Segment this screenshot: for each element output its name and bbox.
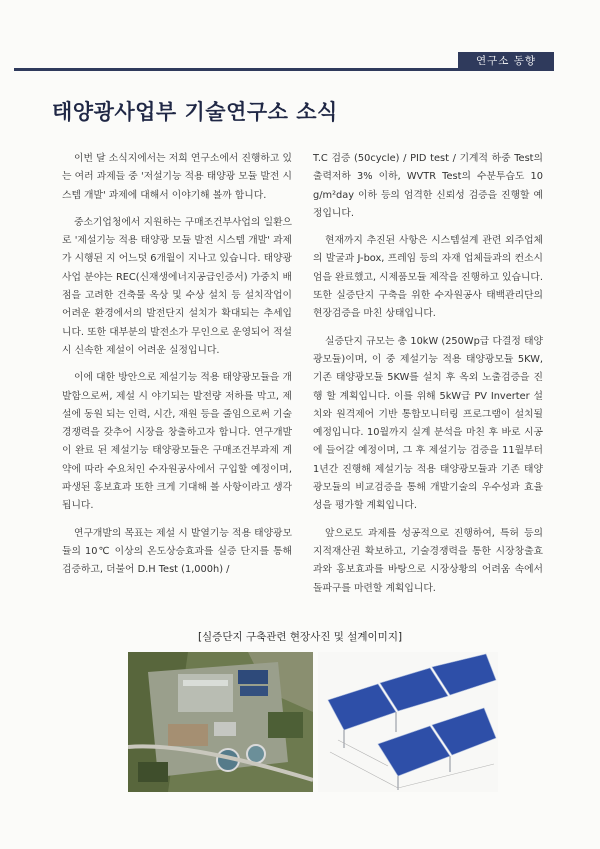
paragraph: 연구개발의 목표는 제설 시 발열기능 적용 태양광모듈의 10℃ 이상의 온도상승효과를 실증 단지를 통해 검증하고, 더불어 D.H Test (1,000h) / [62, 527, 292, 576]
paragraph: 이번 달 소식지에서는 저희 연구소에서 진행하고 있는 여러 과제들 중 '저설기능 적용 태양광 모듈 발전 시스템 개발' 과제에 대해서 이야기해 볼까 합니다. [62, 153, 292, 201]
aerial-site-photo [128, 652, 313, 792]
paragraph: T.C 검증 (50cycle) / PID test / 기계적 하중 Test의 출력저하 3% 이하, WVTR Test의 수분투습도 10 g/m²day 이하 등의 엄격한 신뢰성 검증을 진행할 예정입니다. [313, 153, 543, 219]
section-tab: 연구소 동향 [458, 52, 554, 71]
paragraph: 현재까지 추진된 사항은 시스템설계 관련 외주업체의 발굴과 J-box, 프레임 등의 자재 업체들과의 컨소시엄을 완료했고, 시제품모듈 제작을 진행하고 있습니다. 또한 실증단지 구축을 위한 수자원공사 태백관리단의 현장검증을 마친 상태입니다. [313, 235, 544, 320]
paragraph: 앞으로도 과제를 성공적으로 진행하여, 특허 등의 지적재산권 확보하고, 기술경쟁력을 통한 시장창출효과와 홍보효과를 바탕으로 시장상황의 어려움 속에서 돌파구를 마련할 계획입니다. [313, 527, 543, 594]
figure-caption: [실증단지 구축관련 현장사진 및 설계이미지] [197, 631, 403, 643]
header-rule [14, 68, 464, 71]
paragraph: 이에 대한 방안으로 제설기능 적용 태양광모듈을 개발함으로써, 제설 시 야기되는 발전량 저하를 막고, 제설에 동원 되는 인력, 시간, 재원 등을 줄임으로써 기술경쟁력을 갖추어 시장을 창출하고자 합니다. 연구개발이 완료 된 제설기능 태양광모듈은 구매조건부과제 계약에 따라 수요처인 수자원공사에서 구입할 예정이며, 파생된 홍보효과 또한 크게 기대해 볼 사항이라고 생각됩니다. [62, 372, 293, 512]
article-title: 태양광사업부 기술연구소 소식 [52, 100, 338, 124]
right-column [313, 150, 543, 607]
paragraph: 중소기업청에서 지원하는 구매조건부사업의 일환으로 '제설기능 적용 태양광 모듈 발전 시스템 개발' 과제가 시행된 지 어느덧 6개월이 지나고 있습니다. 태양광사업 분야는 REC(신재생에너지공급인증서) 가중치 배점을 고려한 건축물 옥상 및 수상 설치 등 설치작업이 어려운 환경에서의 발전단지 설치가 확대되는 추세입니다. 또한 대부분의 발전소가 무인으로 운영되어 적설 시 신속한 제설이 어려운 실정입니다. [62, 216, 293, 356]
left-column [62, 150, 292, 589]
solar-array-render [318, 652, 498, 792]
paragraph: 실증단지 규모는 총 10kW (250Wp급 다결정 태양광모듈)이며, 이 중 제설기능 적용 태양광모듈 5KW, 기존 태양광모듈 5KW를 설치 후 옥외 노출검증을 진행 할 계획입니다. 이를 위해 5kW급 PV Inverter 설치와 원격제어 기반 통합모니터링 프로그램이 설치될 예정입니다. 10월까지 실계 분석을 마친 후 바로 시공에 들어갈 예정이며, 그 후 제설기능 검증을 11월부터 1년간 진행해 제설기능 적용 태양광모듈과 기존 태양광모듈의 비교검증을 통해 개발기술의 우수성과 효율성을 평가할 계획입니다. [313, 335, 543, 512]
